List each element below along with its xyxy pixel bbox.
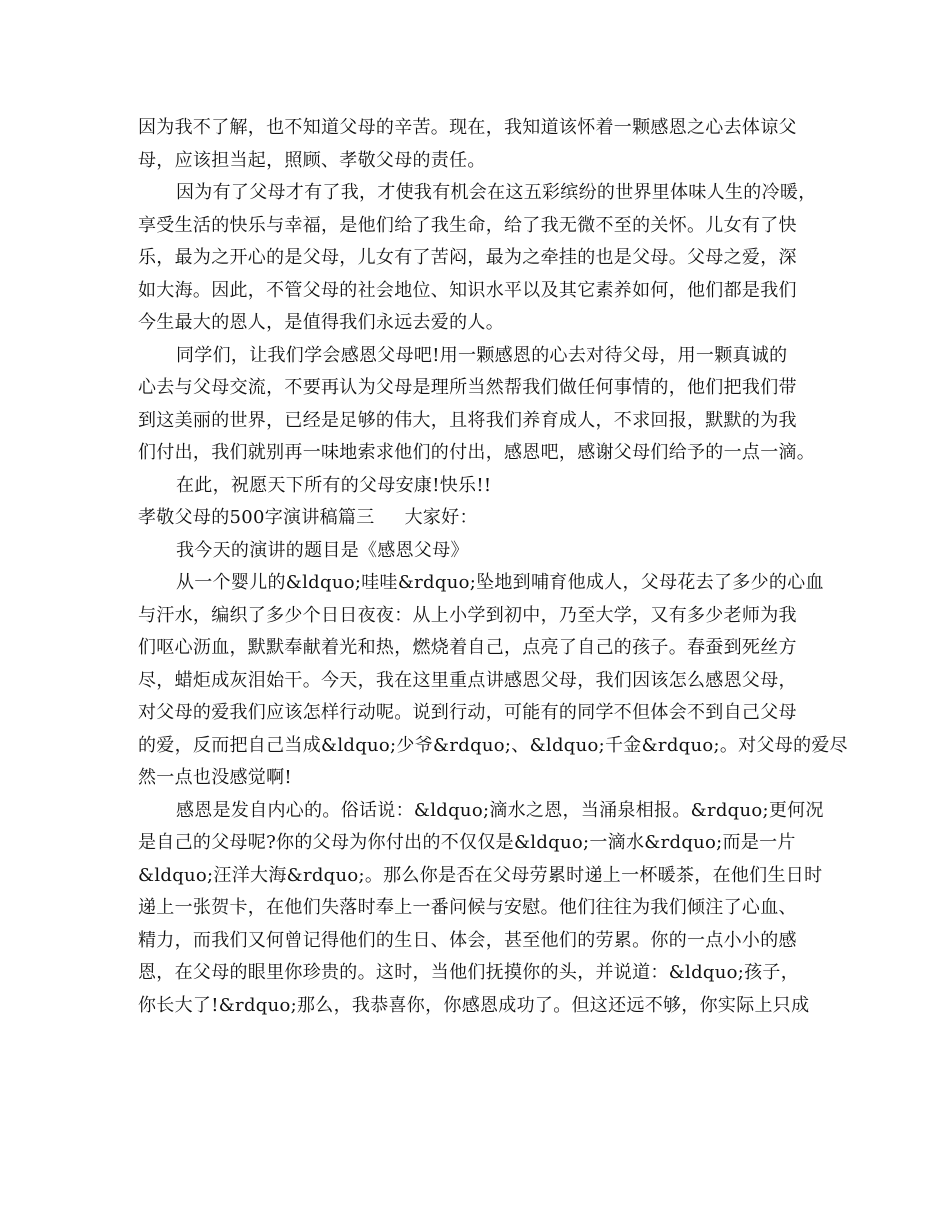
text-line: 是自己的父母呢?你的父母为你付出的不仅仅是&ldquo;一滴水&rdquo;而是一片 bbox=[138, 832, 796, 853]
text-line: 们付出，我们就别再一味地索求他们的付出，感恩吧，感谢父母们给予的一点一滴。 bbox=[138, 442, 816, 463]
greeting: 大家好： bbox=[404, 507, 478, 528]
text-line: 如大海。因此，不管父母的社会地位、知识水平以及其它素养如何，他们都是我们 bbox=[138, 279, 797, 301]
text-line: 尽，蜡炬成灰泪始干。今天，我在这里重点讲感恩父母，我们因该怎么感恩父母， bbox=[138, 669, 797, 691]
text-line: 从一个婴儿的&ldquo;哇哇&rdquo;坠地到哺育他成人，父母花去了多少的心血 bbox=[176, 572, 824, 593]
text-line: 你长大了!&rdquo;那么，我恭喜你，你感恩成功了。但这还远不够，你实际上只成 bbox=[138, 994, 810, 1016]
section-heading-line bbox=[138, 502, 824, 535]
text-line: 精力，而我们又何曾记得他们的生日、体会，甚至他们的劳累。你的一点小小的感 bbox=[138, 929, 797, 951]
text-line: 与汗水，编织了多少个日日夜夜：从上小学到初中，乃至大学，又有多少老师为我 bbox=[138, 604, 797, 626]
text-line: &ldquo;汪洋大海&rdquo;。那么你是否在父母劳累时递上一杯暖茶，在他们生日时 bbox=[138, 864, 823, 886]
text-line: 然一点也没感觉啊! bbox=[138, 767, 292, 788]
text-line: 在此，祝愿天下所有的父母安康!快乐!! bbox=[176, 474, 492, 496]
text-line: 母，应该担当起，照顾、孝敬父母的责任。 bbox=[138, 149, 486, 171]
text-line: 同学们，让我们学会感恩父母吧!用一颗感恩的心去对待父母，用一颗真诚的 bbox=[176, 344, 788, 366]
text-line: 感恩是发自内心的。俗话说：&ldquo;滴水之恩，当涌泉相报。&rdquo;更何况 bbox=[176, 799, 824, 821]
text-line: 享受生活的快乐与幸福，是他们给了我生命，给了我无微不至的关怀。儿女有了快 bbox=[138, 214, 797, 236]
text-line: 心去与父母交流，不要再认为父母是理所当然帮我们做任何事情的，他们把我们带 bbox=[138, 377, 797, 398]
text-line: 因为我不了解，也不知道父母的辛苦。现在，我知道该怀着一颗感恩之心去体谅父 bbox=[138, 117, 797, 138]
text-line: 今生最大的恩人，是值得我们永远去爱的人。 bbox=[138, 312, 504, 333]
text-line: 乐，最为之开心的是父母，儿女有了苦闷，最为之牵挂的也是父母。父母之爱，深 bbox=[138, 247, 797, 268]
text-line: 们呕心沥血，默默奉献着光和热，燃烧着自己，点亮了自己的孩子。春蚕到死丝方 bbox=[138, 637, 797, 658]
text-line: 递上一张贺卡，在他们失落时奉上一番问候与安慰。他们往往为我们倾注了心血、 bbox=[138, 897, 797, 918]
text-line: 因为有了父母才有了我，才使我有机会在这五彩缤纷的世界里体味人生的冷暖， bbox=[176, 182, 817, 203]
section-heading: 孝敬父母的500字演讲稿篇三 bbox=[138, 507, 375, 528]
text-line: 恩，在父母的眼里你珍贵的。这时，当他们抚摸你的头，并说道：&ldquo;孩子， bbox=[138, 962, 800, 983]
text-line: 的爱，反而把自己当成&ldquo;少爷&rdquo;、&ldquo;千金&rdquo;。对父母的爱尽 bbox=[138, 734, 848, 756]
text-line: 我今天的演讲的题目是《感恩父母》 bbox=[176, 539, 469, 561]
document-body bbox=[138, 112, 848, 1022]
text-line: 到这美丽的世界，已经是足够的伟大，且将我们养育成人，不求回报，默默的为我 bbox=[138, 409, 797, 431]
text-line: 对父母的爱我们应该怎样行动呢。说到行动，可能有的同学不但体会不到自己父母 bbox=[138, 702, 797, 723]
